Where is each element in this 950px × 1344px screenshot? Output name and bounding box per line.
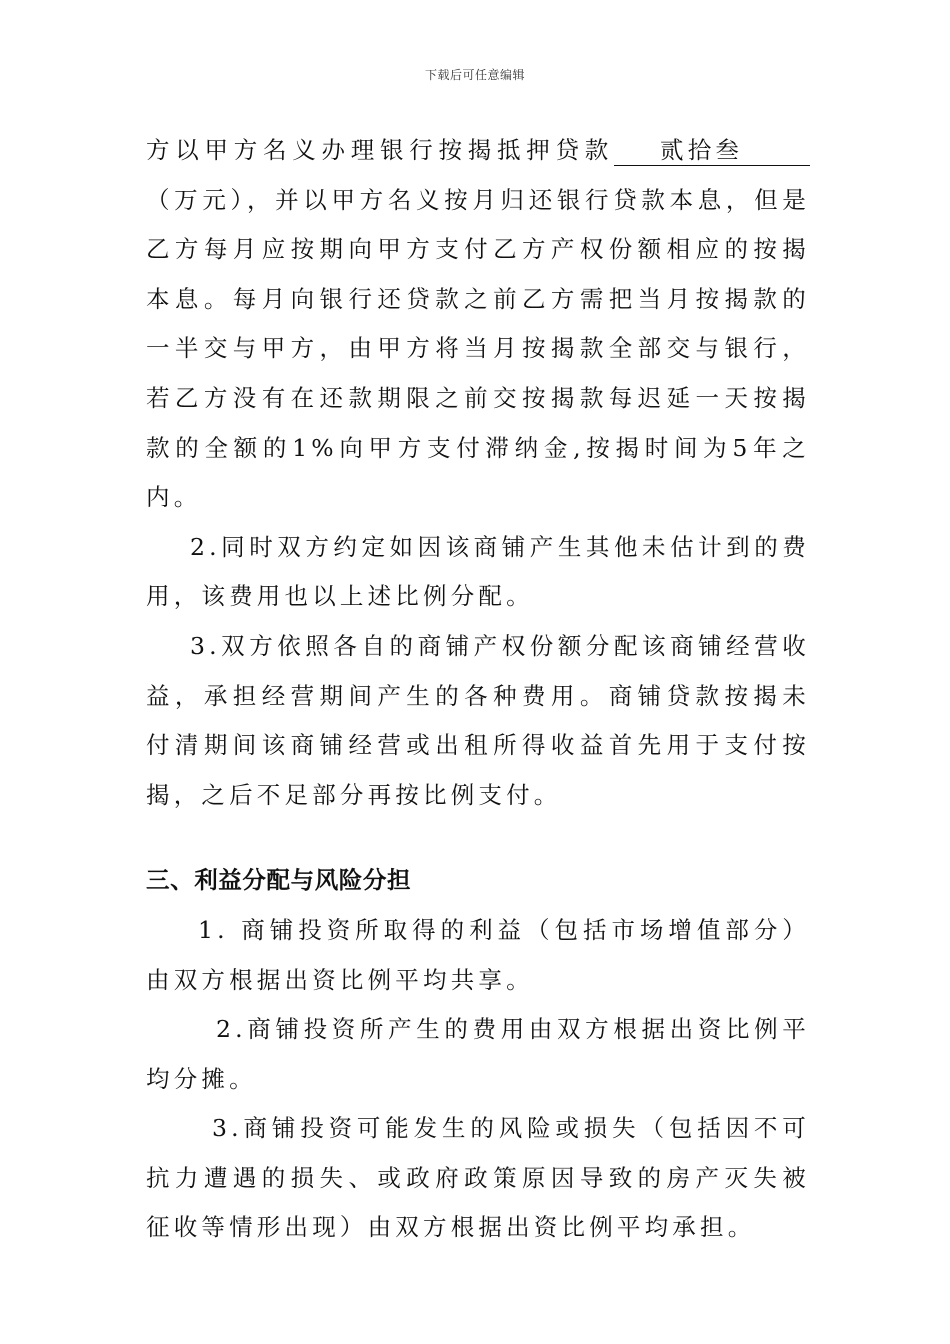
section-3-heading: 三、利益分配与风险分担 (146, 866, 412, 895)
loan-text-before: 方以甲方名义办理银行按揭抵押贷款 (146, 136, 614, 164)
clause-2-2: 2.同时双方约定如因该商铺产生其他未估计到的费用，该费用也以上述比例分配。 (146, 532, 810, 611)
clause-3-2: 2.商铺投资所产生的费用由双方根据出资比例平均分摊。 (146, 1015, 810, 1093)
clause-3-3: 3.商铺投资可能发生的风险或损失（包括因不可抗力遭遇的损失、或政府政策原因导致的房产灭失被征收等情形出现）由双方根据出资比例平均承担。 (146, 1114, 810, 1242)
clause-3-1: 1. 商铺投资所取得的利益（包括市场增值部分）由双方根据出资比例平均共享。 (146, 915, 810, 994)
loan-paragraph (146, 126, 810, 523)
loan-amount-field: 贰拾叁 (614, 135, 810, 166)
clause-2-3: 3.双方依照各自的商铺产权份额分配该商铺经营收益，承担经营期间产生的各种费用。商铺贷款按揭未付清期间该商铺经营或出租所得收益首先用于支付按揭，之后不足部分再按比例支付。 (146, 631, 810, 809)
document-body (146, 126, 810, 1253)
loan-text-after: （万元），并以甲方名义按月归还银行贷款本息，但是乙方每月应按期向甲方支付乙方产权份额相应的按揭本息。每月向银行还贷款之前乙方需把当月按揭款的一半交与甲方，由甲方将当月按揭款全部交与银行，若乙方没有在还款期限之前交按揭款每迟延一天按揭款的全额的1%向甲方支付滞纳金,按揭时间为5年之内。 (146, 185, 810, 512)
page-header-note: 下载后可任意编辑 (424, 68, 525, 82)
